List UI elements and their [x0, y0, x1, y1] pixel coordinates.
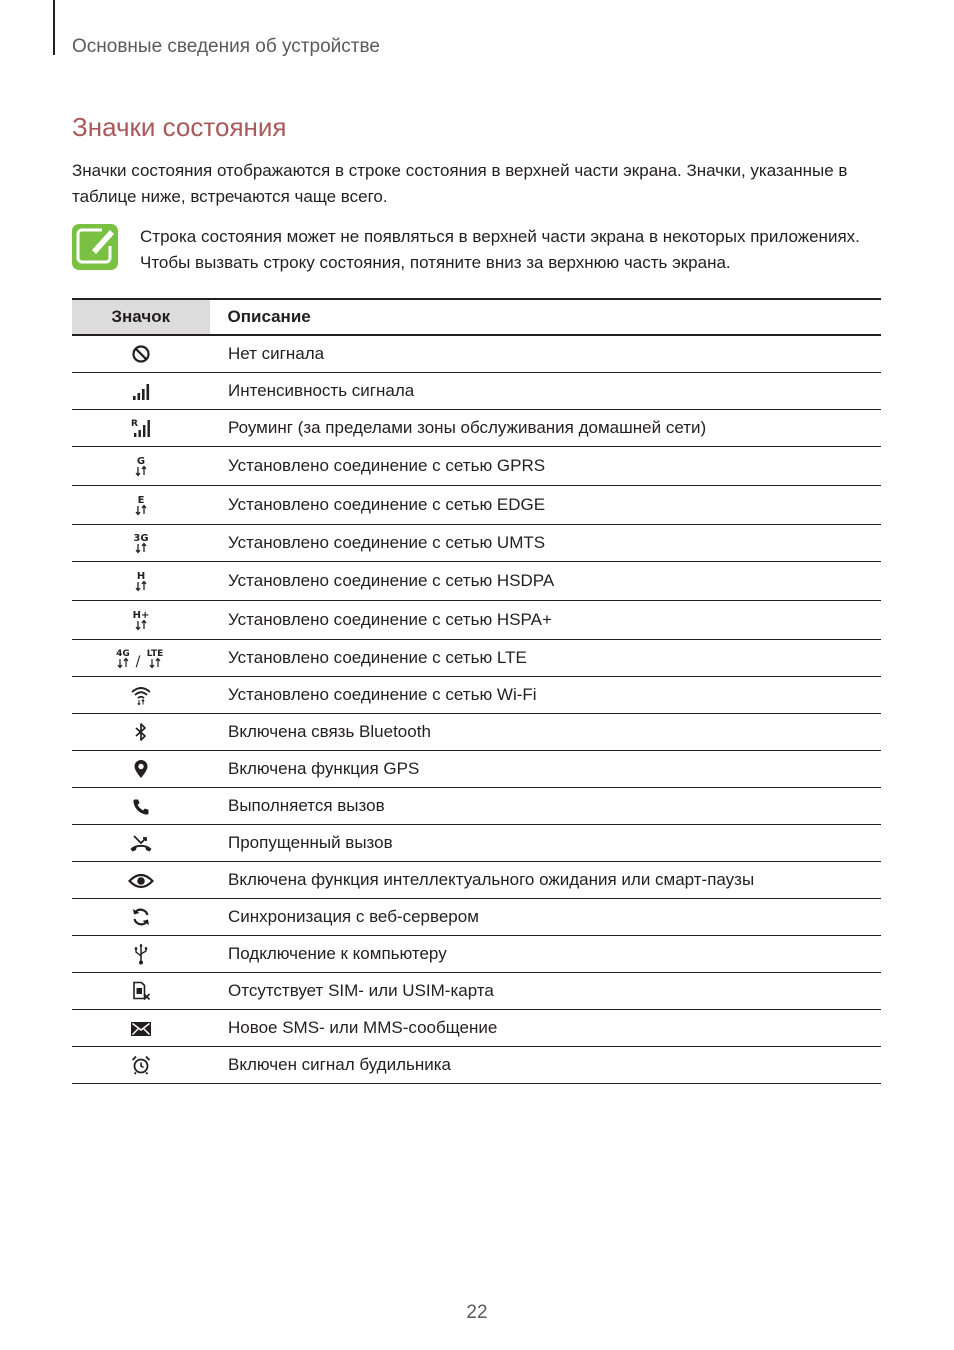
row-description: Подключение к компьютеру — [210, 936, 882, 973]
table-row — [72, 447, 881, 486]
row-description: Установлено соединение с сетью HSDPA — [210, 562, 882, 601]
table-row — [72, 714, 881, 751]
no-sim-icon — [131, 981, 151, 1001]
wifi-icon — [130, 685, 152, 705]
table-row — [72, 973, 881, 1010]
table-row — [72, 486, 881, 525]
table-row — [72, 640, 881, 677]
no-signal-icon — [131, 344, 151, 364]
row-description: Установлено соединение с сетью EDGE — [210, 486, 882, 525]
table-row — [72, 862, 881, 899]
sync-icon — [131, 907, 151, 927]
row-description: Включена связь Bluetooth — [210, 714, 882, 751]
table-row — [72, 1047, 881, 1084]
svg-text:4G: 4G — [115, 649, 130, 659]
section-title: Значки состояния — [72, 112, 287, 142]
row-description: Нет сигнала — [210, 335, 882, 373]
table-row — [72, 410, 881, 447]
hsdpa-icon — [129, 570, 153, 592]
row-description: Установлено соединение с сетью HSPA+ — [210, 601, 882, 640]
svg-text:H: H — [136, 571, 145, 582]
margin-rule — [53, 0, 55, 55]
page-number: 22 — [466, 1302, 488, 1323]
row-description: Выполняется вызов — [210, 788, 882, 825]
row-description: Установлено соединение с сетью UMTS — [210, 525, 882, 562]
table-row — [72, 825, 881, 862]
svg-text:3G: 3G — [132, 533, 149, 544]
row-description: Новое SMS- или MMS-сообщение — [210, 1010, 882, 1047]
svg-text:E: E — [137, 495, 144, 506]
svg-text:LTE: LTE — [146, 649, 163, 659]
gps-icon — [132, 759, 150, 779]
row-description: Включен сигнал будильника — [210, 1047, 882, 1084]
roaming-icon — [130, 418, 152, 438]
call-icon — [132, 798, 150, 816]
message-icon — [130, 1021, 152, 1037]
row-description: Интенсивность сигнала — [210, 373, 882, 410]
table-row — [72, 1010, 881, 1047]
row-description: Роуминг (за пределами зоны обслуживания домашней сети) — [210, 410, 882, 447]
table-row — [72, 788, 881, 825]
note-text: Строка состояния может не появляться в верхней части экрана в некоторых приложениях. Чтобы вызвать строку состояния, потяните вниз за верхнюю часть экрана. — [140, 227, 860, 272]
row-description: Включена функция интеллектуального ожидания или смарт-паузы — [210, 862, 882, 899]
smart-stay-icon — [128, 872, 154, 890]
usb-icon — [133, 943, 149, 965]
svg-text:G: G — [136, 456, 145, 467]
row-description: Включена функция GPS — [210, 751, 882, 788]
edge-icon — [129, 494, 153, 516]
row-description: Пропущенный вызов — [210, 825, 882, 862]
row-description: Установлено соединение с сетью Wi-Fi — [210, 677, 882, 714]
status-icons-table — [72, 298, 881, 1084]
lte-icon — [114, 647, 168, 669]
column-header-description: Описание — [210, 299, 882, 335]
svg-text:R: R — [130, 419, 138, 430]
signal-strength-icon — [131, 383, 151, 401]
missed-call-icon — [129, 833, 153, 853]
table-row — [72, 335, 881, 373]
table-row — [72, 677, 881, 714]
running-header: Основные сведения об устройстве — [72, 36, 380, 57]
row-description: Отсутствует SIM- или USIM-карта — [210, 973, 882, 1010]
svg-text:H+: H+ — [132, 610, 149, 621]
table-row — [72, 373, 881, 410]
intro-paragraph: Значки состояния отображаются в строке состояния в верхней части экрана. Значки, указанные в таблице ниже, встречаются чаще всего. — [72, 161, 848, 206]
table-row — [72, 525, 881, 562]
umts-icon — [129, 532, 153, 554]
table-row — [72, 899, 881, 936]
row-description: Установлено соединение с сетью GPRS — [210, 447, 882, 486]
column-header-icon: Значок — [72, 299, 210, 335]
bluetooth-icon — [133, 722, 149, 742]
table-row — [72, 751, 881, 788]
table-header-row — [72, 299, 881, 335]
svg-text:/: / — [135, 654, 140, 669]
alarm-icon — [131, 1055, 151, 1075]
table-row — [72, 562, 881, 601]
table-row — [72, 601, 881, 640]
row-description: Синхронизация с веб-сервером — [210, 899, 882, 936]
row-description: Установлено соединение с сетью LTE — [210, 640, 882, 677]
hspa-plus-icon — [129, 609, 153, 631]
note-pencil-icon — [72, 224, 118, 270]
gprs-icon — [129, 455, 153, 477]
table-row — [72, 936, 881, 973]
